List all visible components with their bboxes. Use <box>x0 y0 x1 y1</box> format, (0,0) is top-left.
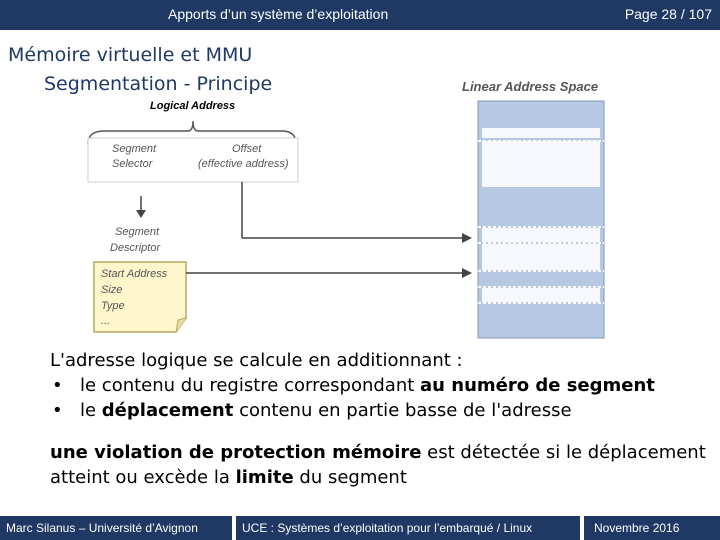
segment-selector-label-2: Selector <box>112 158 153 170</box>
offset-label-2: (effective address) <box>198 158 289 170</box>
bullet-offset: • le déplacement contenu en partie basse de l'adresse <box>50 398 710 423</box>
memory-segment-4 <box>482 244 600 270</box>
memory-segment-5 <box>482 288 600 302</box>
slide-title-line2: Segmentation - Principe <box>44 73 273 95</box>
descriptor-field-start-address: Start Address <box>101 268 168 280</box>
footer-course: UCE : Systèmes d’exploitation pour l’embarqué / Linux <box>236 516 580 540</box>
footer-author: Marc Silanus – Université d’Avignon <box>0 516 232 540</box>
segment-descriptor-label-1: Segment <box>115 226 160 238</box>
offset-label-1: Offset <box>232 143 262 155</box>
start-address-arrow-head <box>462 268 472 278</box>
course-title: Apports d’un système d’exploitation <box>168 6 389 22</box>
segment-descriptor-label-2: Descriptor <box>110 242 161 254</box>
violation-text: une violation de protection mémoire est détectée si le déplacement atteint ou excède la limite du segment <box>50 442 706 488</box>
offset-arrow-head <box>462 233 472 243</box>
page-indicator: Page 28 / 107 <box>624 6 712 22</box>
memory-segment-2 <box>482 141 600 187</box>
linear-address-label: Linear Address Space <box>462 79 599 94</box>
descriptor-field-type: Type <box>101 300 125 312</box>
bullet-segment: • le contenu du registre correspondant au numéro de segment <box>50 373 710 398</box>
slide-body <box>50 348 710 490</box>
slide-title-line1: Mémoire virtuelle et MMU <box>8 44 253 66</box>
footer <box>0 516 720 540</box>
body-intro: L'adresse logique se calcule en additionnant : <box>50 350 463 371</box>
footer-date: Novembre 2016 <box>584 516 720 540</box>
segment-selector-label-1: Segment <box>112 143 157 155</box>
descriptor-field-size: Size <box>101 284 123 296</box>
selector-arrow-head <box>136 210 146 218</box>
descriptor-field-more: ... <box>101 315 111 327</box>
memory-segment-3 <box>482 228 600 242</box>
memory-segment-1 <box>482 128 600 138</box>
logical-address-label: Logical Address <box>150 100 236 112</box>
